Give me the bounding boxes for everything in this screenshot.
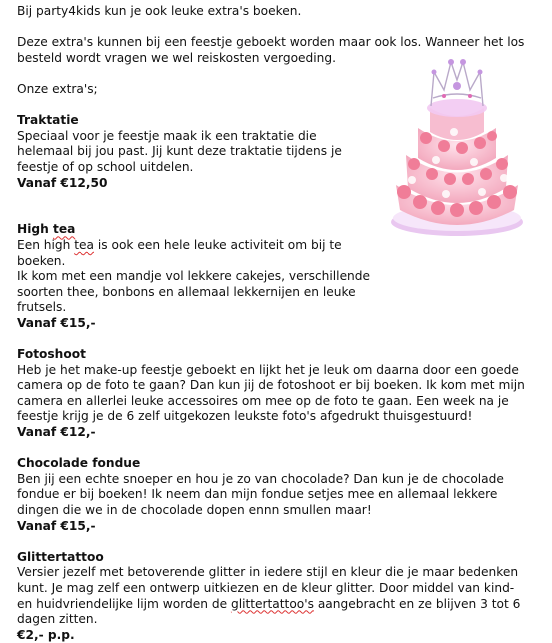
section-body-2: Ik kom met een mandje vol lekkere cakejes, verschillende soorten thee, bonbons en allemaal lekkernijen en leuke frutsels. <box>17 269 371 315</box>
section-body <box>17 565 527 627</box>
spellcheck-word: tea <box>74 237 94 252</box>
section-price: Vanaf €15,- <box>17 315 96 330</box>
intro-line: Bij party4kids kun je ook leuke extra's boeken. <box>17 4 302 18</box>
section-body: Ben jij een echte snoeper en hou je zo van chocolade? Dan kun je de chocolade fondue er bij boeken! Ik neem dan mijn fondue setjes mee en allemaal lekkere dingen die we in de chocolade dopen ennn smullen maar! <box>17 471 504 517</box>
body-part: Een high <box>17 237 75 252</box>
extras-heading: Onze extra's; <box>17 81 98 96</box>
section-price: Vanaf €12,50 <box>17 175 108 190</box>
section-glittertattoo <box>17 550 545 643</box>
section-fotoshoot <box>17 347 545 441</box>
section-body: Speciaal voor je feestje maak ik een traktatie die helemaal bij jou past. Jij kunt deze traktatie tijdens je feestje of op school uitdelen. <box>17 128 342 174</box>
section-price: €2,- p.p. <box>17 627 75 642</box>
intro-paragraph: Deze extra's kunnen bij een feestje geboekt worden maar ook los. Wanneer het los besteld wordt vragen we wel reiskosten vergoeding. <box>17 35 525 65</box>
section-body: Heb je het make-up feestje geboekt en lijkt het je leuk om daarna door een goede camera op de foto te gaan? Dan kun jij de fotoshoot er bij boeken. Ik kom met mijn camera en allerlei leuke accessoires om mee op de foto te gaan. Een week na je feestje krijg je de 6 zelf uitgekozen leukste foto's afgedrukt thuisgestuurd! <box>17 362 525 424</box>
section-title: Fotoshoot <box>17 347 86 362</box>
section-price: Vanaf €12,- <box>17 425 96 440</box>
section-price: Vanaf €15,- <box>17 518 96 533</box>
section-title: Traktatie <box>17 113 79 128</box>
section-title: Glittertattoo <box>17 549 104 564</box>
body-part: is ook een hele leuke activiteit om bij te boeken. <box>17 237 342 268</box>
candy-cake-with-crown-icon <box>384 50 530 246</box>
body-part: aangebracht en ze blijven 3 tot 6 dagen zitten. <box>17 596 521 627</box>
body-part: Versier jezelf met betoverende glitter in iedere stijl en kleur die je maar bedenken kunt. Je mag zelf een ontwerp uitkiezen en de kleur glitter. Door middel van kind- en huidvriendelijke lijm worden de <box>17 565 519 611</box>
section-title: Chocolade fondue <box>17 456 141 471</box>
title-part: High <box>17 222 54 237</box>
section-chocolade-fondue <box>17 456 545 534</box>
spellcheck-word: glittertattoo's <box>230 596 314 611</box>
section-body <box>17 238 372 269</box>
spellcheck-word: tea <box>53 222 76 237</box>
